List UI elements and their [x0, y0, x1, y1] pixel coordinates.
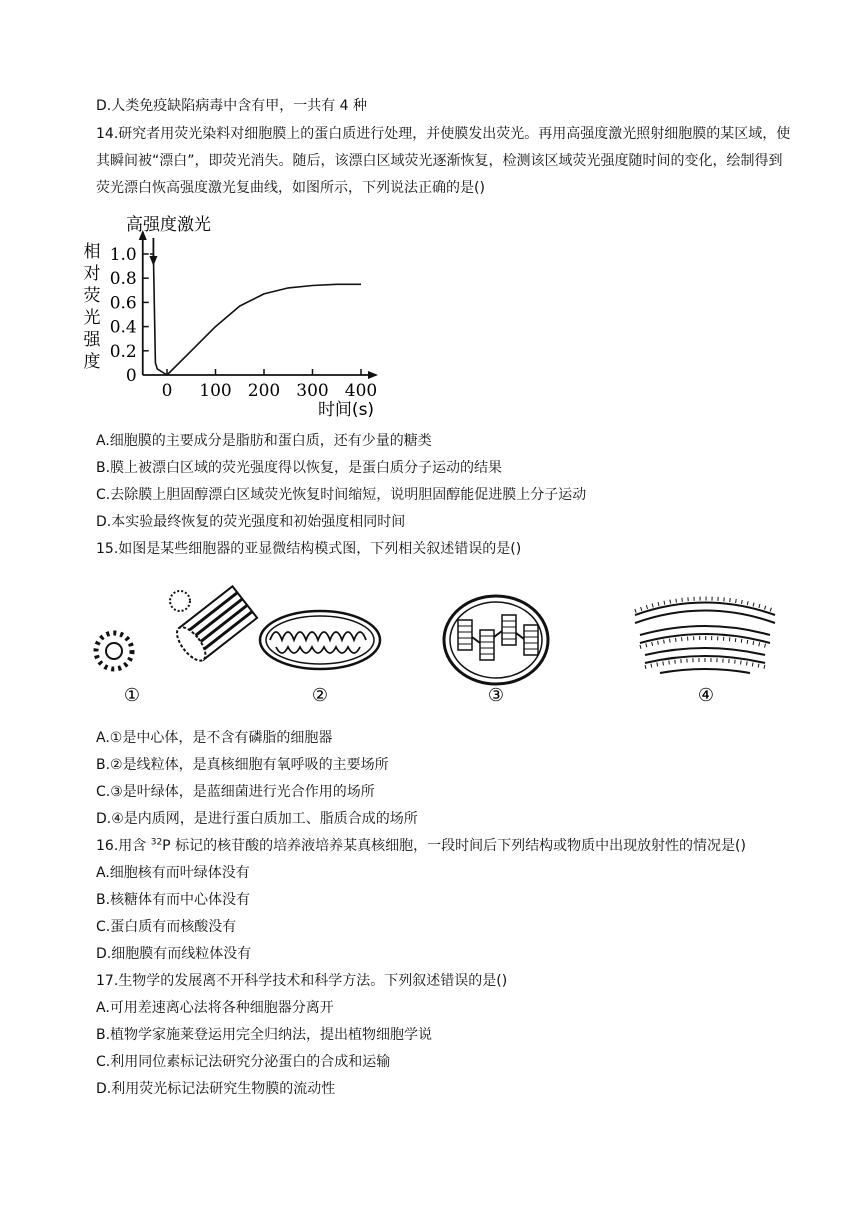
q14-option-c: C.去除膜上胆固醇漂白区域荧光恢复时间缩短，说明胆固醇能促进膜上分子运动 — [96, 487, 587, 503]
q17-stem: 17.生物学的发展离不开科学技术和科学方法。下列叙述错误的是() — [96, 973, 508, 989]
q14-stem: 14.研究者用荧光染料对细胞膜上的蛋白质进行处理，并使膜发出荧光。再用高强度激光照射细胞膜的某区域，使其瞬间被“漂白”，即荧光消失。随后，该漂白区域荧光逐渐恢复，检测该区域荧光强度随时间的变化，绘制得到荧光漂白恢高强度激光复曲线，如图所示，下列说法正确的是() — [96, 126, 791, 196]
y-axis-label-char: 荧 — [83, 286, 101, 306]
q14-option-a: A.细胞膜的主要成分是脂肪和蛋白质，还有少量的糖类 — [96, 433, 432, 449]
x-axis-arrow — [368, 371, 378, 379]
mitochondrion-illustration — [260, 611, 380, 669]
x-tick-label: 0 — [161, 381, 173, 401]
x-tick-label: 100 — [199, 381, 232, 401]
x-tick-label: 400 — [344, 381, 378, 401]
y-tick-label: 0.2 — [109, 341, 137, 362]
recovery-curve — [150, 254, 361, 375]
organelle-label-3: ③ — [487, 685, 505, 706]
organelle-label-4: ④ — [697, 685, 715, 706]
q17-option-c: C.利用同位素标记法研究分泌蛋白的合成和运输 — [96, 1054, 391, 1070]
organelle-figure — [70, 585, 790, 710]
q15-option-c: C.③是叶绿体，是蓝细菌进行光合作用的场所 — [96, 784, 375, 800]
x-tick-label: 200 — [247, 381, 281, 401]
y-tick-label: 0.4 — [109, 317, 137, 338]
q16-option-a: A.细胞核有而叶绿体没有 — [96, 865, 250, 881]
centriole-illustration — [96, 586, 257, 669]
q15-stem: 15.如图是某些细胞器的亚显微结构模式图，下列相关叙述错误的是() — [96, 541, 522, 557]
q17-option-d: D.利用荧光标记法研究生物膜的流动性 — [96, 1081, 336, 1097]
x-axis-label: 时间(s) — [317, 400, 375, 420]
chart-curve — [150, 254, 361, 375]
organelle-label-1: ① — [123, 685, 141, 706]
q13-option-d: D.人类免疫缺陷病毒中含有甲，一共有 4 种 — [96, 98, 368, 114]
q15-option-b: B.②是线粒体，是真核细胞有氧呼吸的主要场所 — [96, 757, 389, 773]
laser-annotation: 高强度激光 — [126, 215, 211, 235]
y-tick-label: 1.0 — [109, 245, 137, 265]
y-axis-label-char: 度 — [83, 352, 101, 372]
x-tick-label: 300 — [296, 381, 329, 401]
y-tick-label: 0 — [125, 366, 137, 386]
q16-stem: 16.用含 $^{32}$P 标记的核苷酸的培养液培养某真核细胞，一段时间后下列结构或物质中出现放射性的情况是() — [96, 837, 746, 854]
endoplasmic-reticulum-illustration — [635, 599, 775, 674]
chloroplast-illustration — [444, 596, 548, 684]
q14-option-b: B.膜上被漂白区域的荧光强度得以恢复，是蛋白质分子运动的结果 — [96, 460, 503, 476]
chart-axes — [139, 230, 378, 379]
y-tick-label: 0.8 — [109, 269, 137, 290]
q17-option-a: A.可用差速离心法将各种细胞器分离开 — [96, 1000, 334, 1016]
q16-option-c: C.蛋白质有而核酸没有 — [96, 919, 237, 935]
chart-ticks — [110, 245, 378, 401]
y-axis-label-char: 相 — [83, 242, 101, 262]
y-axis-label-char: 光 — [83, 308, 101, 328]
q16-option-d: D.细胞膜有而线粒体没有 — [96, 946, 252, 962]
q15-option-a: A.①是中心体，是不含有磷脂的细胞器 — [96, 730, 333, 746]
y-tick-label: 0.6 — [109, 293, 137, 314]
fluorescence-recovery-chart — [78, 210, 388, 420]
q15-option-d: D.④是内质网，是进行蛋白质加工、脂质合成的场所 — [96, 811, 418, 827]
q16-option-b: B.核糖体有而中心体没有 — [96, 892, 251, 908]
q17-option-b: B.植物学家施莱登运用完全归纳法，提出植物细胞学说 — [96, 1027, 433, 1043]
y-axis-label-char: 对 — [83, 264, 101, 284]
y-axis-label-char: 强 — [83, 330, 101, 350]
q14-option-d: D.本实验最终恢复的荧光强度和初始强度相同时间 — [96, 514, 406, 530]
organelle-label-2: ② — [311, 685, 329, 706]
